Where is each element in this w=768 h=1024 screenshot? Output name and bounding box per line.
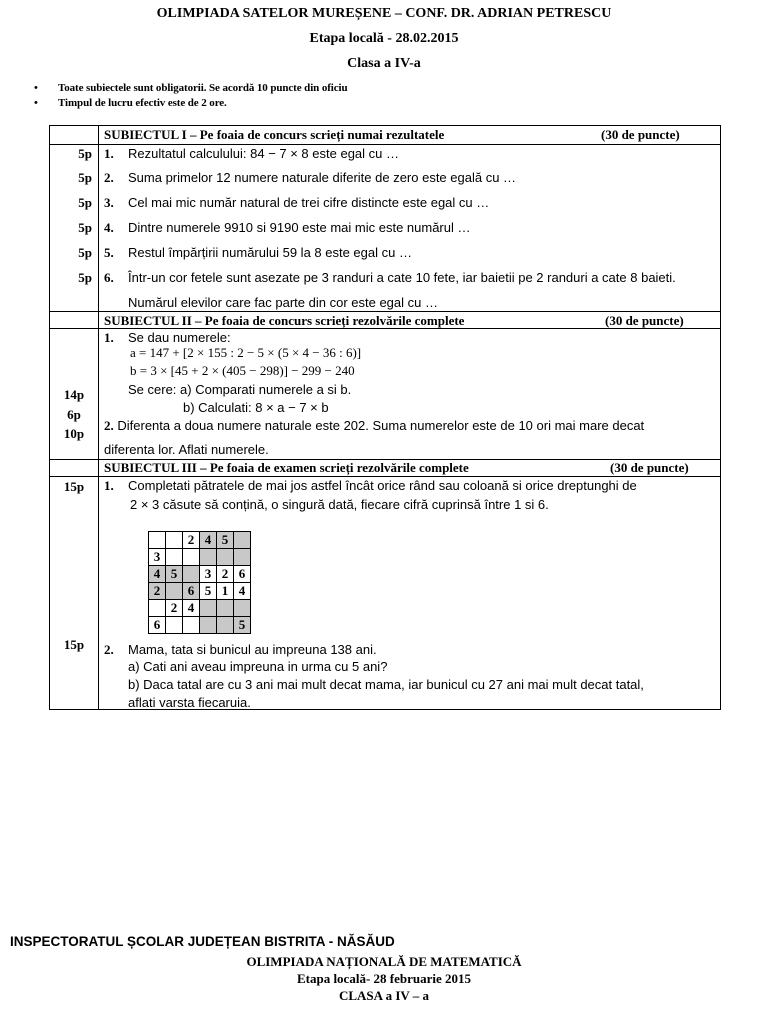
- grid-cell: [149, 532, 166, 549]
- grid-cell: [234, 600, 251, 617]
- grid-cell: [166, 583, 183, 600]
- item-points: 5p: [78, 270, 92, 285]
- grid-cell: 2: [166, 600, 183, 617]
- grid-cell: 6: [234, 566, 251, 583]
- item-text: Restul împărțirii numărului 59 la 8 este egal cu …: [128, 245, 412, 260]
- grid-cell: [217, 600, 234, 617]
- item-text: Dintre numerele 9910 si 9190 este mai mic este numărul …: [128, 220, 471, 235]
- grid-row: [149, 617, 251, 634]
- grid-cell: 4: [183, 600, 200, 617]
- grid-cell: [200, 617, 217, 634]
- grid-cell: 5: [217, 532, 234, 549]
- grid-cell: 1: [217, 583, 234, 600]
- footer-inspectorate: INSPECTORATUL ȘCOLAR JUDEȚEAN BISTRITA - NĂSĂUD: [10, 934, 395, 949]
- problem-points: 10p: [63, 426, 85, 441]
- grid-row: [149, 566, 251, 583]
- item-points: 5p: [78, 245, 92, 260]
- item-points: 5p: [78, 146, 92, 161]
- stage-date: Etapa locală - 28.02.2015: [309, 31, 459, 46]
- item-points: 5p: [78, 195, 92, 210]
- grid-cell: [234, 532, 251, 549]
- item-text-continued: diferenta lor. Aflati numerele.: [104, 442, 269, 457]
- grid-cell: 4: [200, 532, 217, 549]
- sudoku-grid: [148, 531, 251, 634]
- grid-cell: [200, 600, 217, 617]
- grid-cell: [183, 566, 200, 583]
- subject-2-problem-2: [104, 418, 644, 434]
- problem-points: 15p: [63, 479, 85, 494]
- grid-row: [149, 583, 251, 600]
- subject-1-heading: SUBIECTUL I – Pe foaia de concurs scrieți numai rezultatele: [104, 127, 445, 142]
- item-text: Într-un cor fetele sunt asezate pe 3 randuri a cate 10 fete, iar baietii pe 2 randuri a cate 8 baieti.: [128, 270, 676, 285]
- item-text: Cel mai mic număr natural de trei cifre distincte este egal cu …: [128, 195, 490, 210]
- item-number: 2.: [104, 170, 114, 185]
- subject-3-points: (30 de puncte): [610, 460, 689, 475]
- grid-cell: [149, 600, 166, 617]
- grid-cell: 3: [149, 549, 166, 566]
- grid-cell: [200, 549, 217, 566]
- item-text-continued: 2 × 3 căsute să conțină, o singură dată, fiecare cifră cuprinsă între 1 si 6.: [130, 497, 549, 512]
- page-title: OLIMPIADA SATELOR MUREȘENE – CONF. DR. ADRIAN PETRESCU: [156, 6, 612, 21]
- grid-row: [149, 549, 251, 566]
- task-a: Se cere: a) Comparati numerele a si b.: [128, 382, 352, 397]
- bullet-icon: •: [34, 97, 38, 109]
- grid-row: [149, 600, 251, 617]
- grid-cell: 2: [183, 532, 200, 549]
- item-text: Mama, tata si bunicul au impreuna 138 ani.: [128, 642, 377, 657]
- subject-2-points: (30 de puncte): [605, 313, 684, 328]
- item-number: 4.: [104, 220, 114, 235]
- grid-cell: 2: [217, 566, 234, 583]
- row-divider: [50, 144, 720, 145]
- grid-cell: [166, 549, 183, 566]
- item-number: 5.: [104, 245, 114, 260]
- expression-b: b = 3 × [45 + 2 × (405 − 298)] − 299 − 240: [130, 363, 355, 378]
- problem-points: 14p: [63, 387, 85, 402]
- item-number: 2.: [104, 642, 114, 657]
- row-divider: [50, 311, 720, 312]
- footer-stage: Etapa locală- 28 februarie 2015: [296, 971, 472, 986]
- grid-cell: 3: [200, 566, 217, 583]
- grade-label: Clasa a IV-a: [347, 56, 421, 71]
- item-text: Suma primelor 12 numere naturale diferite de zero este egală cu …: [128, 170, 517, 185]
- subject-3-heading: SUBIECTUL III – Pe foaia de examen scrieți rezolvările complete: [104, 460, 469, 475]
- grid-cell: 5: [166, 566, 183, 583]
- grid-cell: 4: [234, 583, 251, 600]
- rule-text: Toate subiectele sunt obligatorii. Se acordă 10 puncte din oficiu: [58, 82, 348, 94]
- grid-cell: 4: [149, 566, 166, 583]
- grid-cell: 6: [149, 617, 166, 634]
- problem-points: 6p: [67, 407, 81, 422]
- bullet-icon: •: [34, 82, 38, 94]
- grid-cell: 2: [149, 583, 166, 600]
- rule-text: Timpul de lucru efectiv este de 2 ore.: [58, 97, 227, 109]
- grid-cell: 6: [183, 583, 200, 600]
- row-divider: [50, 476, 720, 477]
- grid-row: [149, 532, 251, 549]
- question-a: a) Cati ani aveau impreuna in urma cu 5 ani?: [128, 659, 388, 674]
- grid-cell: 5: [200, 583, 217, 600]
- item-text: Rezultatul calculului: 84 − 7 × 8 este egal cu …: [128, 146, 399, 161]
- item-points: 5p: [78, 220, 92, 235]
- subject-2-heading: SUBIECTUL II – Pe foaia de concurs scrieți rezolvările complete: [104, 313, 465, 328]
- grid-cell: [217, 549, 234, 566]
- grid-cell: 5: [234, 617, 251, 634]
- question-b: b) Daca tatal are cu 3 ani mai mult decat mama, iar bunicul cu 27 ani mai mult decat tatal,: [128, 677, 644, 692]
- item-number: 1.: [104, 478, 114, 493]
- item-number: 1.: [104, 146, 114, 161]
- item-number: 2.: [104, 418, 114, 433]
- footer-olympiad: OLIMPIADA NAȚIONALĂ DE MATEMATICĂ: [246, 954, 522, 969]
- item-number: 6.: [104, 270, 114, 285]
- grid-cell: [166, 532, 183, 549]
- item-text-continued: Numărul elevilor care fac parte din cor este egal cu …: [128, 295, 438, 310]
- task-b: b) Calculati: 8 × a − 7 × b: [183, 400, 329, 415]
- expression-a: a = 147 + [2 × 155 : 2 − 5 × (5 × 4 − 36 : 6)]: [130, 345, 362, 360]
- item-text: Se dau numerele:: [128, 330, 231, 345]
- item-number: 1.: [104, 330, 114, 345]
- grid-cell: [217, 617, 234, 634]
- item-number: 3.: [104, 195, 114, 210]
- item-text: Diferenta a doua numere naturale este 202. Suma numerelor este de 10 ori mai mare decat: [117, 418, 645, 433]
- item-text-continued: aflati varsta fiecaruia.: [128, 695, 251, 710]
- grid-cell: [183, 617, 200, 634]
- points-column-divider: [98, 126, 99, 709]
- grid-cell: [166, 617, 183, 634]
- problem-points: 15p: [63, 637, 85, 652]
- grid-cell: [234, 549, 251, 566]
- footer-grade: CLASA a IV – a: [338, 988, 430, 1003]
- item-points: 5p: [78, 170, 92, 185]
- item-text: Completati pătratele de mai jos astfel încât orice rând sau coloană si orice dreptunghi de: [128, 478, 637, 493]
- subject-1-points: (30 de puncte): [601, 127, 680, 142]
- grid-cell: [183, 549, 200, 566]
